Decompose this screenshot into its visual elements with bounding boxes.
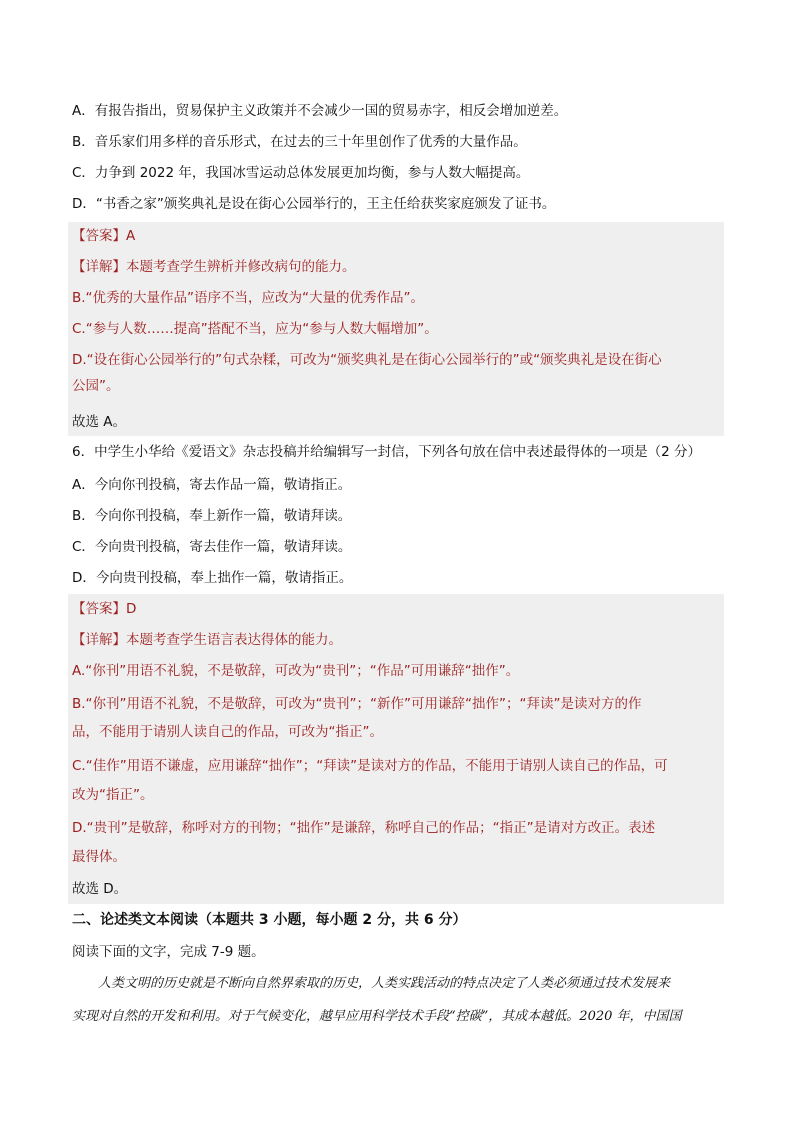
q5-explanation-c: C.“参与人数……提高”搭配不当，应为“参与人数大幅增加”。 — [72, 321, 438, 337]
section2-heading: 二、论述类文本阅读（本题共 3 小题，每小题 2 分，共 6 分） — [72, 912, 467, 928]
q6-option-a: A．今向你刊投稿，寄去作品一篇，敬请指正。 — [72, 477, 352, 493]
q6-explanation-d-cont: 最得体。 — [72, 849, 126, 865]
q5-option-b: B．音乐家们用多样的音乐形式，在过去的三十年里创作了优秀的大量作品。 — [72, 134, 527, 150]
q6-conclusion: 故选 D。 — [72, 881, 128, 897]
q5-conclusion: 故选 A。 — [72, 414, 127, 430]
q5-option-a: A．有报告指出，贸易保护主义政策并不会减少一国的贸易赤字，相反会增加逆差。 — [72, 103, 568, 119]
q6-option-b: B．今向你刊投稿，奉上新作一篇，敬请拜读。 — [72, 508, 352, 524]
q5-explanation-d: D.“设在街心公园举行的”句式杂糅，可改为“颁奖典礼是在街心公园举行的”或“颁奖典礼是设在街心 — [72, 352, 662, 368]
q6-answer: 【答案】D — [72, 601, 137, 617]
q6-option-d: D．今向贵刊投稿，奉上拙作一篇，敬请指正。 — [72, 570, 353, 586]
q6-detail: 【详解】本题考查学生语言表达得体的能力。 — [72, 632, 342, 648]
q6-explanation-d: D.“贵刊”是敬辞，称呼对方的刊物；“拙作”是谦辞，称呼自己的作品；“指正”是请对方改正。表述 — [72, 820, 656, 836]
q5-option-c: C．力争到 2022 年，我国冰雪运动总体发展更加均衡，参与人数大幅提高。 — [72, 165, 530, 181]
q6-option-c: C．今向贵刊投稿，寄去佳作一篇，敬请拜读。 — [72, 539, 352, 555]
q6-answer-block — [68, 594, 724, 872]
q6-explanation-c-cont: 改为“指正”。 — [72, 787, 154, 803]
passage-line-1: 人类文明的历史就是不断向自然界索取的历史，人类实践活动的特点决定了人类必须通过技术发展来 — [98, 976, 671, 991]
q6-explanation-a: A.“你刊”用语不礼貌，不是敬辞，可改为“贵刊”；“作品”可用谦辞“拙作”。 — [72, 663, 520, 679]
q6-explanation-b-cont: 品，不能用于请别人读自己的作品，可改为“指正”。 — [72, 724, 383, 740]
q5-conclusion-block — [68, 408, 724, 436]
q5-detail: 【详解】本题考查学生辨析并修改病句的能力。 — [72, 259, 356, 275]
q5-answer-block — [68, 222, 724, 408]
q5-explanation-d-cont: 公园”。 — [72, 378, 120, 394]
q6-conclusion-block — [68, 872, 724, 904]
section2-instruction: 阅读下面的文字，完成 7-9 题。 — [72, 944, 265, 960]
q5-explanation-b: B.“优秀的大量作品”语序不当，应改为“大量的优秀作品”。 — [72, 290, 425, 306]
q5-answer: 【答案】A — [72, 228, 136, 244]
passage-line-2: 实现对自然的开发和利用。对于气候变化，越早应用科学技术手段“控碳”，其成本越低。2020 年，中国国 — [72, 1009, 682, 1024]
q6-explanation-b: B.“你刊”用语不礼貌，不是敬辞，可改为“贵刊”；“新作”可用谦辞“拙作”；“拜读”是读对方的作 — [72, 696, 642, 712]
q5-option-d: D．“书香之家”颁奖典礼是设在街心公园举行的，王主任给获奖家庭颁发了证书。 — [72, 196, 556, 212]
q6-explanation-c: C.“佳作”用语不谦虚，应用谦辞“拙作”；“拜读”是读对方的作品，不能用于请别人读自己的作品，可 — [72, 758, 668, 774]
q6-stem: 6．中学生小华给《爱语文》杂志投稿并给编辑写一封信，下列各句放在信中表述最得体的一项是（2 分） — [72, 444, 701, 460]
